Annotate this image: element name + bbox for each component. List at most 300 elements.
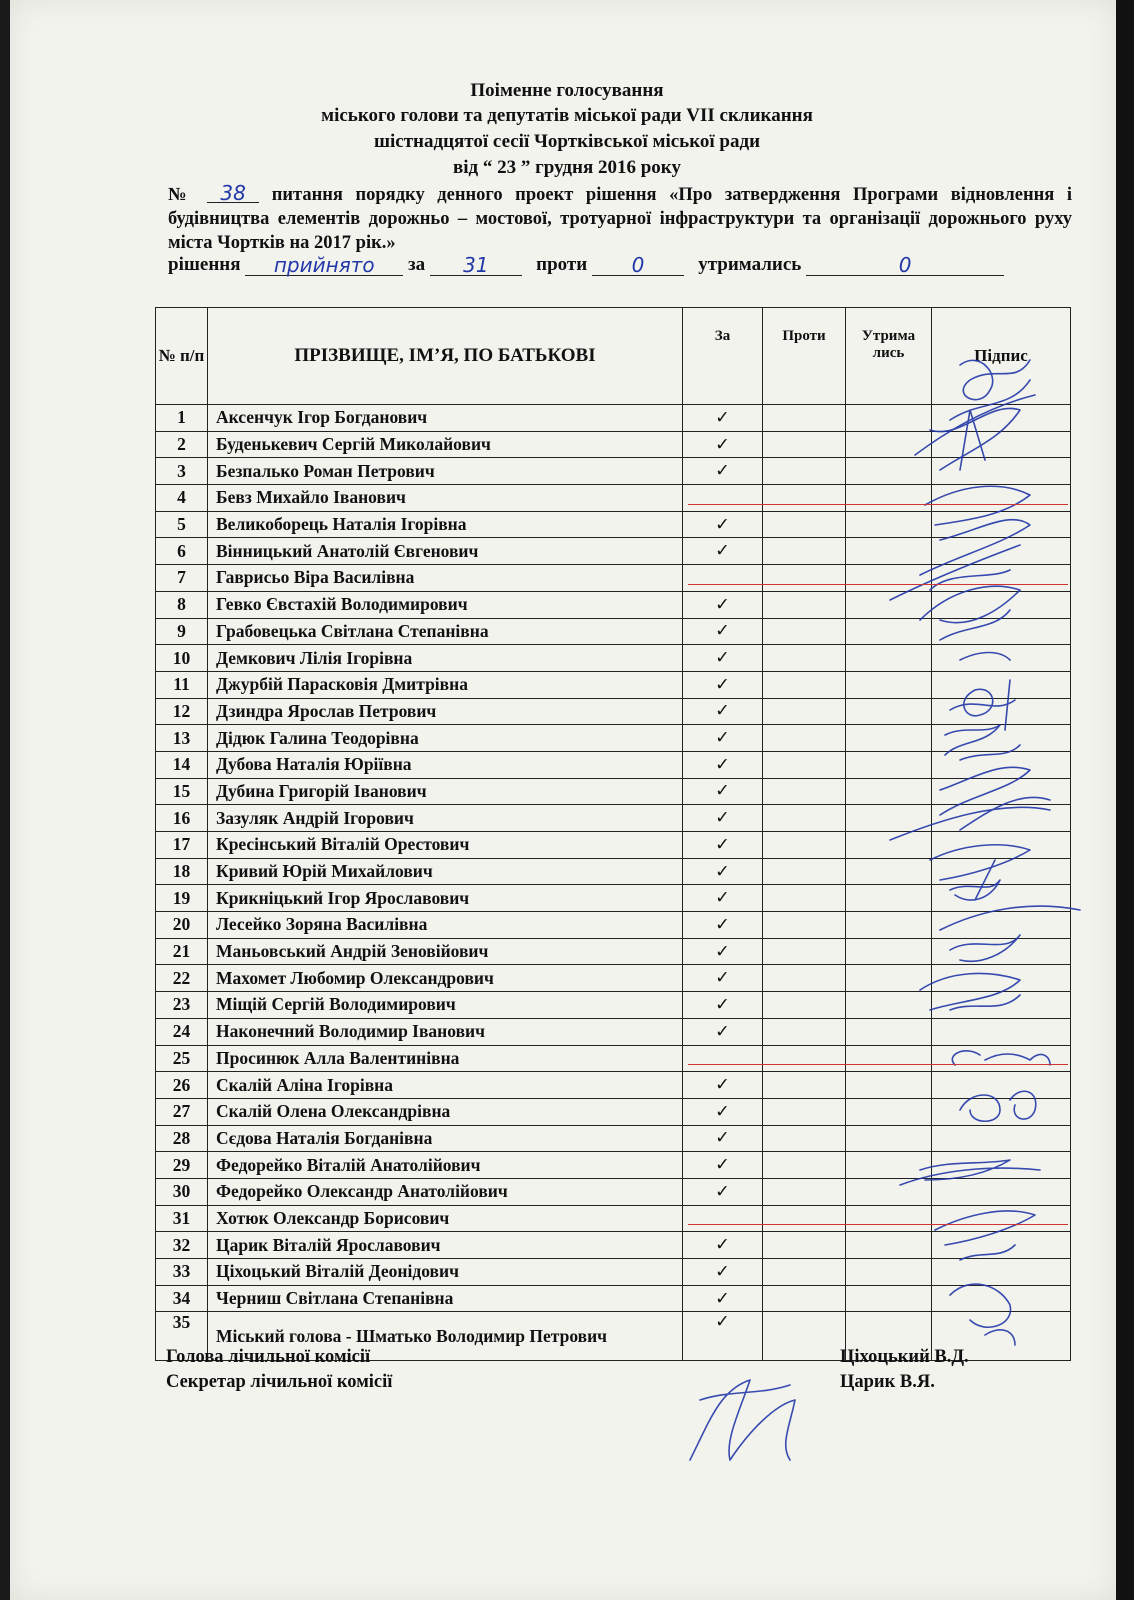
- vote-for-cell: [683, 1178, 763, 1205]
- table-row: [156, 485, 1071, 512]
- header-line-2: міського голови та депутатів міської ради VII скликання: [321, 105, 813, 126]
- row-name: Ціхоцький Віталій Деонідович: [208, 1259, 683, 1286]
- vote-abstain-cell: [846, 671, 932, 698]
- check-mark-icon: ✓: [715, 808, 730, 829]
- signature-cell: [932, 591, 1071, 618]
- vote-against-cell: [763, 805, 846, 832]
- vote-against-cell: [763, 778, 846, 805]
- table-row: [156, 805, 1071, 832]
- row-name: Грабовецька Світлана Степанівна: [208, 618, 683, 645]
- vote-for-cell: [683, 751, 763, 778]
- check-mark-icon: ✓: [715, 728, 730, 749]
- vote-abstain-cell: [846, 458, 932, 485]
- vote-for-cell: [683, 458, 763, 485]
- table-row: [156, 778, 1071, 805]
- header-abstain: Утрима лись: [846, 308, 932, 405]
- row-number: 33: [156, 1259, 208, 1286]
- signature-cell: [932, 1018, 1071, 1045]
- signature-cell: [932, 725, 1071, 752]
- row-name: Безпалько Роман Петрович: [208, 458, 683, 485]
- vote-for-cell: [683, 1018, 763, 1045]
- signature-cell: [932, 965, 1071, 992]
- vote-for-cell: [683, 1285, 763, 1312]
- absent-strike-line: [688, 504, 1068, 505]
- row-name: Великоборець Наталія Ігорівна: [208, 511, 683, 538]
- vote-for-cell: [683, 992, 763, 1019]
- check-mark-icon: ✓: [715, 754, 730, 775]
- table-row: [156, 832, 1071, 859]
- vote-abstain-cell: [846, 645, 932, 672]
- table-row: [156, 431, 1071, 458]
- vote-abstain-cell: [846, 1285, 932, 1312]
- chair-label: Голова лічильної комісії: [166, 1347, 371, 1367]
- vote-for-cell: [683, 671, 763, 698]
- vote-against-cell: [763, 858, 846, 885]
- vote-against-cell: [763, 1232, 846, 1259]
- row-name: Лесейко Зоряна Василівна: [208, 912, 683, 939]
- signature-cell: [932, 1259, 1071, 1286]
- check-mark-icon: ✓: [715, 1128, 730, 1149]
- row-name: Федорейко Віталій Анатолійович: [208, 1152, 683, 1179]
- question-block: [168, 183, 1072, 255]
- check-mark-icon: ✓: [715, 994, 730, 1015]
- header-line-1: Поіменне голосування: [470, 80, 664, 101]
- vote-against-cell: [763, 1045, 846, 1072]
- vote-for-cell: [683, 565, 763, 592]
- row-number: 25: [156, 1045, 208, 1072]
- row-name: Міщій Сергій Володимирович: [208, 992, 683, 1019]
- row-name: Кривий Юрій Михайлович: [208, 858, 683, 885]
- row-name: Наконечний Володимир Іванович: [208, 1018, 683, 1045]
- table-row: [156, 1205, 1071, 1232]
- row-number: 34: [156, 1285, 208, 1312]
- vote-against-cell: [763, 1312, 846, 1361]
- row-number: 32: [156, 1232, 208, 1259]
- question-label: питання порядку денного проект рішення: [271, 185, 657, 205]
- check-mark-icon: ✓: [715, 461, 730, 482]
- header-name: ПРІЗВИЩЕ, ІМ’Я, ПО БАТЬКОВІ: [208, 308, 683, 405]
- check-mark-icon: ✓: [715, 514, 730, 535]
- vote-abstain-cell: [846, 1125, 932, 1152]
- vote-against-cell: [763, 938, 846, 965]
- vote-against-cell: [763, 1018, 846, 1045]
- header-signature: Підпис: [932, 308, 1071, 405]
- signature-cell: [932, 778, 1071, 805]
- check-mark-icon: ✓: [715, 1101, 730, 1122]
- check-mark-icon: ✓: [715, 407, 730, 428]
- against-label: проти: [536, 254, 588, 275]
- table-row: [156, 965, 1071, 992]
- vote-for-cell: [683, 858, 763, 885]
- signature-cell: [932, 912, 1071, 939]
- vote-against-cell: [763, 832, 846, 859]
- vote-against-cell: [763, 431, 846, 458]
- row-number: 7: [156, 565, 208, 592]
- vote-for-cell: [683, 618, 763, 645]
- signature-cell: [932, 992, 1071, 1019]
- check-mark-icon: ✓: [715, 861, 730, 882]
- table-row: [156, 858, 1071, 885]
- decision-line: [168, 254, 1072, 276]
- vote-abstain-cell: [846, 725, 932, 752]
- vote-for-cell: [683, 965, 763, 992]
- signature-cell: [932, 565, 1071, 592]
- row-number: 1: [156, 405, 208, 432]
- signature-cell: [932, 1152, 1071, 1179]
- check-mark-icon: ✓: [715, 541, 730, 562]
- vote-against-cell: [763, 645, 846, 672]
- row-number: 23: [156, 992, 208, 1019]
- row-number: 18: [156, 858, 208, 885]
- signature-cell: [932, 805, 1071, 832]
- check-mark-icon: ✓: [715, 1181, 730, 1202]
- table-row: [156, 1259, 1071, 1286]
- row-name: Дідюк Галина Теодорівна: [208, 725, 683, 752]
- vote-for-cell: [683, 832, 763, 859]
- vote-against-cell: [763, 992, 846, 1019]
- signature-cell: [932, 1205, 1071, 1232]
- vote-abstain-cell: [846, 511, 932, 538]
- vote-against-cell: [763, 751, 846, 778]
- table-row: [156, 938, 1071, 965]
- row-number: 21: [156, 938, 208, 965]
- check-mark-icon: ✓: [715, 1155, 730, 1176]
- vote-against-cell: [763, 1072, 846, 1099]
- vote-abstain-cell: [846, 1205, 932, 1232]
- vote-for-cell: [683, 1045, 763, 1072]
- signature-cell: [932, 832, 1071, 859]
- check-mark-icon: ✓: [715, 1235, 730, 1256]
- row-number: 13: [156, 725, 208, 752]
- vote-for-cell: [683, 1125, 763, 1152]
- signature-cell: [932, 645, 1071, 672]
- secretary-name: Царик В.Я.: [840, 1372, 935, 1392]
- header-line-4: від “ 23 ” грудня 2016 року: [453, 157, 681, 178]
- row-number: 3: [156, 458, 208, 485]
- chair-name: Ціхоцький В.Д.: [840, 1347, 969, 1367]
- vote-abstain-cell: [846, 698, 932, 725]
- signature-cell: [932, 1098, 1071, 1125]
- secretary-label: Секретар лічильної комісії: [166, 1372, 393, 1392]
- vote-abstain-cell: [846, 938, 932, 965]
- table-row: [156, 511, 1071, 538]
- row-number: 16: [156, 805, 208, 832]
- row-name: Хотюк Олександр Борисович: [208, 1205, 683, 1232]
- vote-abstain-cell: [846, 885, 932, 912]
- row-name: Демкович Лілія Ігорівна: [208, 645, 683, 672]
- check-mark-icon: ✓: [715, 781, 730, 802]
- check-mark-icon: ✓: [715, 834, 730, 855]
- table-row: [156, 458, 1071, 485]
- vote-for-cell: [683, 1098, 763, 1125]
- vote-against-cell: [763, 1152, 846, 1179]
- vote-for-cell: [683, 485, 763, 512]
- row-number: 10: [156, 645, 208, 672]
- table-row: [156, 591, 1071, 618]
- row-name: Просинюк Алла Валентинівна: [208, 1045, 683, 1072]
- vote-abstain-cell: [846, 405, 932, 432]
- vote-for-cell: [683, 938, 763, 965]
- row-name: Скалій Аліна Ігорівна: [208, 1072, 683, 1099]
- vote-against-cell: [763, 538, 846, 565]
- vote-abstain-cell: [846, 832, 932, 859]
- signature-cell: [932, 938, 1071, 965]
- row-number: 28: [156, 1125, 208, 1152]
- check-mark-icon: ✓: [715, 434, 730, 455]
- table-row: [156, 1045, 1071, 1072]
- signature-cell: [932, 858, 1071, 885]
- table-row: [156, 751, 1071, 778]
- signature-cell: [932, 618, 1071, 645]
- row-name: Джурбій Парасковія Дмитрівна: [208, 671, 683, 698]
- row-name: Гаврисьо Віра Василівна: [208, 565, 683, 592]
- table-row: [156, 565, 1071, 592]
- check-mark-icon: ✓: [715, 888, 730, 909]
- vote-for-cell: [683, 885, 763, 912]
- signature-cell: [932, 511, 1071, 538]
- row-number: 17: [156, 832, 208, 859]
- vote-against-cell: [763, 1178, 846, 1205]
- table-row: [156, 1285, 1071, 1312]
- vote-abstain-cell: [846, 965, 932, 992]
- check-mark-icon: ✓: [715, 621, 730, 642]
- signature-cell: [932, 485, 1071, 512]
- vote-against-cell: [763, 1125, 846, 1152]
- check-mark-icon: ✓: [715, 1288, 730, 1309]
- signature-cell: [932, 1178, 1071, 1205]
- vote-for-cell: [683, 645, 763, 672]
- abstain-value: 0: [806, 255, 1004, 276]
- vote-for-cell: [683, 912, 763, 939]
- vote-abstain-cell: [846, 912, 932, 939]
- vote-abstain-cell: [846, 778, 932, 805]
- vote-for-cell: [683, 698, 763, 725]
- votes-table: [155, 307, 1071, 1361]
- signature-cell: [932, 1072, 1071, 1099]
- vote-against-cell: [763, 405, 846, 432]
- check-mark-icon: ✓: [715, 941, 730, 962]
- for-label: за: [408, 254, 426, 275]
- signature-cell: [932, 538, 1071, 565]
- absent-strike-line: [688, 584, 1068, 585]
- table-header-row: [156, 308, 1071, 405]
- signature-cell: [932, 671, 1071, 698]
- check-mark-icon: ✓: [715, 1021, 730, 1042]
- table-row: [156, 698, 1071, 725]
- row-name: Махомет Любомир Олександрович: [208, 965, 683, 992]
- vote-abstain-cell: [846, 858, 932, 885]
- question-prefix: №: [168, 185, 195, 205]
- vote-against-cell: [763, 698, 846, 725]
- signature-cell: [932, 1045, 1071, 1072]
- row-name: Аксенчук Ігор Богданович: [208, 405, 683, 432]
- row-name: Маньовський Андрій Зеновійович: [208, 938, 683, 965]
- table-row: [156, 725, 1071, 752]
- row-name: Царик Віталій Ярославович: [208, 1232, 683, 1259]
- row-number: 22: [156, 965, 208, 992]
- vote-abstain-cell: [846, 591, 932, 618]
- row-name: Федорейко Олександр Анатолійович: [208, 1178, 683, 1205]
- signature-cell: [932, 1232, 1071, 1259]
- vote-against-cell: [763, 1259, 846, 1286]
- vote-for-cell: [683, 1312, 763, 1361]
- table-row: [156, 1232, 1071, 1259]
- check-mark-icon: ✓: [715, 674, 730, 695]
- row-number: 24: [156, 1018, 208, 1045]
- vote-against-cell: [763, 458, 846, 485]
- vote-against-cell: [763, 671, 846, 698]
- vote-abstain-cell: [846, 431, 932, 458]
- vote-against-cell: [763, 885, 846, 912]
- row-name: Крикніцький Ігор Ярославович: [208, 885, 683, 912]
- check-mark-icon: ✓: [715, 1312, 730, 1333]
- vote-abstain-cell: [846, 1098, 932, 1125]
- vote-against-cell: [763, 1205, 846, 1232]
- check-mark-icon: ✓: [715, 914, 730, 935]
- row-number: 15: [156, 778, 208, 805]
- table-row: [156, 671, 1071, 698]
- row-number: 31: [156, 1205, 208, 1232]
- vote-for-cell: [683, 591, 763, 618]
- check-mark-icon: ✓: [715, 648, 730, 669]
- vote-abstain-cell: [846, 565, 932, 592]
- vote-against-cell: [763, 1285, 846, 1312]
- vote-abstain-cell: [846, 485, 932, 512]
- table-row: [156, 645, 1071, 672]
- row-number: 14: [156, 751, 208, 778]
- vote-for-cell: [683, 805, 763, 832]
- row-name: Дубина Григорій Іванович: [208, 778, 683, 805]
- signature-cell: [932, 1125, 1071, 1152]
- row-number: 26: [156, 1072, 208, 1099]
- row-number: 8: [156, 591, 208, 618]
- check-mark-icon: ✓: [715, 968, 730, 989]
- row-name: Скалій Олена Олександрівна: [208, 1098, 683, 1125]
- signature-cell: [932, 1285, 1071, 1312]
- table-row: [156, 618, 1071, 645]
- row-number: 9: [156, 618, 208, 645]
- vote-for-cell: [683, 538, 763, 565]
- vote-for-cell: [683, 725, 763, 752]
- vote-abstain-cell: [846, 1178, 932, 1205]
- absent-strike-line: [688, 1224, 1068, 1225]
- row-number: 5: [156, 511, 208, 538]
- vote-abstain-cell: [846, 1259, 932, 1286]
- vote-abstain-cell: [846, 1018, 932, 1045]
- table-row: [156, 1152, 1071, 1179]
- table-row: [156, 405, 1071, 432]
- row-name: Міський голова - Шматько Володимир Петрович: [208, 1312, 683, 1361]
- vote-for-cell: [683, 1152, 763, 1179]
- row-number: 30: [156, 1178, 208, 1205]
- row-number: 19: [156, 885, 208, 912]
- header-num: № п/п: [156, 308, 208, 405]
- row-name: Сєдова Наталія Богданівна: [208, 1125, 683, 1152]
- row-number: 27: [156, 1098, 208, 1125]
- vote-abstain-cell: [846, 751, 932, 778]
- signature-cell: [932, 405, 1071, 432]
- abstain-label: утримались: [698, 254, 802, 275]
- signature-cell: [932, 885, 1071, 912]
- header-against: Проти: [763, 308, 846, 405]
- vote-abstain-cell: [846, 1232, 932, 1259]
- table-row: [156, 1072, 1071, 1099]
- decision-label: рішення: [168, 254, 241, 275]
- row-number: 35: [156, 1312, 208, 1361]
- table-row: [156, 1018, 1071, 1045]
- vote-against-cell: [763, 912, 846, 939]
- row-number: 12: [156, 698, 208, 725]
- absent-strike-line: [688, 1064, 1068, 1065]
- header-line-3: шістнадцятої сесії Чортківської міської ради: [373, 131, 761, 152]
- row-name: Гевко Євстахій Володимирович: [208, 591, 683, 618]
- vote-against-cell: [763, 1098, 846, 1125]
- vote-abstain-cell: [846, 805, 932, 832]
- for-value: 31: [430, 255, 522, 276]
- row-name: Вінницький Анатолій Євгенович: [208, 538, 683, 565]
- table-row: [156, 1098, 1071, 1125]
- row-number: 11: [156, 671, 208, 698]
- vote-against-cell: [763, 618, 846, 645]
- row-name: Зазуляк Андрій Ігорович: [208, 805, 683, 832]
- vote-for-cell: [683, 511, 763, 538]
- vote-for-cell: [683, 1072, 763, 1099]
- row-name: Дубова Наталія Юріївна: [208, 751, 683, 778]
- table-row: [156, 538, 1071, 565]
- row-number: 20: [156, 912, 208, 939]
- against-value: 0: [592, 255, 684, 276]
- row-name: Кресінський Віталій Орестович: [208, 832, 683, 859]
- vote-for-cell: [683, 1259, 763, 1286]
- decision-value: прийнято: [245, 255, 403, 276]
- row-number: 2: [156, 431, 208, 458]
- table-row: [156, 1178, 1071, 1205]
- signature-cell: [932, 458, 1071, 485]
- vote-abstain-cell: [846, 992, 932, 1019]
- vote-against-cell: [763, 511, 846, 538]
- vote-abstain-cell: [846, 538, 932, 565]
- row-name: Дзиндра Ярослав Петрович: [208, 698, 683, 725]
- scan-edge: [1116, 0, 1134, 1600]
- vote-abstain-cell: [846, 1152, 932, 1179]
- signature-cell: [932, 698, 1071, 725]
- table-row: [156, 912, 1071, 939]
- question-text: «Про затвердження Програми відновлення і будівництва елементів дорожньо – мостової, тротуарної інфраструктури та організації дорожнього руху міста Чортків на 2017 рік.»: [168, 185, 1073, 253]
- vote-for-cell: [683, 778, 763, 805]
- question-number: 38: [207, 184, 259, 203]
- table-row: [156, 1125, 1071, 1152]
- row-number: 4: [156, 485, 208, 512]
- vote-against-cell: [763, 725, 846, 752]
- check-mark-icon: ✓: [715, 1261, 730, 1282]
- row-name: Черниш Світлана Степанівна: [208, 1285, 683, 1312]
- check-mark-icon: ✓: [715, 701, 730, 722]
- row-number: 29: [156, 1152, 208, 1179]
- check-mark-icon: ✓: [715, 594, 730, 615]
- check-mark-icon: ✓: [715, 1075, 730, 1096]
- vote-for-cell: [683, 1205, 763, 1232]
- row-name: Бевз Михайло Іванович: [208, 485, 683, 512]
- vote-abstain-cell: [846, 1045, 932, 1072]
- vote-against-cell: [763, 565, 846, 592]
- vote-against-cell: [763, 485, 846, 512]
- signature-cell: [932, 431, 1071, 458]
- vote-for-cell: [683, 1232, 763, 1259]
- votes-body: [156, 405, 1071, 1361]
- vote-abstain-cell: [846, 1072, 932, 1099]
- row-name: Буденькевич Сергій Миколайович: [208, 431, 683, 458]
- signature-cell: [932, 751, 1071, 778]
